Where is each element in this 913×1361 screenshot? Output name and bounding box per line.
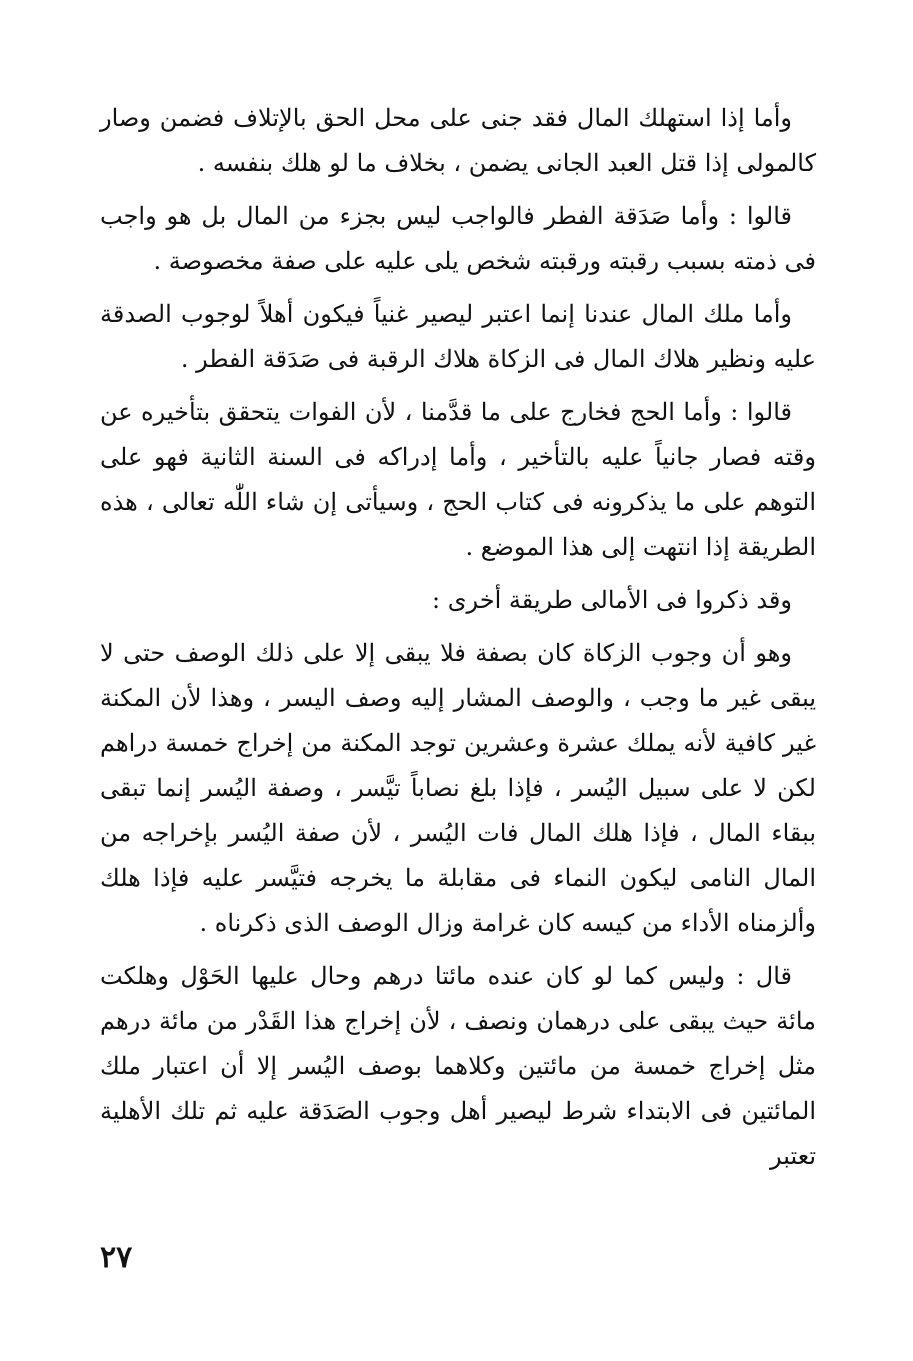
page-number: ٢٧ <box>100 1240 133 1275</box>
paragraph: وهو أن وجوب الزكاة كان بصفة فلا يبقى إلا على ذلك الوصف حتى لا يبقى غير ما وجب ، والوصف المشار إليه وصف اليسر ، وهذا لأن المكنة غير كافية لأنه يملك عشرة وعشرين توجد المكنة من إخراج خمسة دراهم لكن لا على سبيل اليُسر ، فإذا بلغ نصاباً تيَّسر ، وصفة اليُسر إنما تبقى ببقاء المال ، فإذا هلك المال فات اليُسر ، لأن صفة اليُسر بإخراجه من المال النامى ليكون النماء فى مقابلة ما يخرجه فتيَّسر عليه فإذا هلك وألزمناه الأداء من كيسه كان غرامة وزال الوصف الذى ذكرناه . <box>100 639 817 937</box>
paragraph: قال : وليس كما لو كان عنده مائتا درهم وحال عليها الحَوْل وهلكت مائة حيث يبقى على درهمان ونصف ، لأن إخراج هذا القَدْر من مائة درهم مثل إخراج خمسة من مائتين وكلاهما بوصف اليُسر إلا أن اعتبار ملك المائتين فى الابتداء شرط ليصير أهل وجوب الصَدَقة عليه ثم تلك الأهلية تعتبر <box>100 962 817 1170</box>
paragraph: قالوا : وأما الحج فخارج على ما قدَّمنا ، لأن الفوات يتحقق بتأخيره عن وقته فصار جانياً عليه بالتأخير ، وأما إدراكه فى السنة الثانية فهو على التوهم على ما يذكرونه فى كتاب الحج ، وسيأتى إن شاء اللّٰه تعالى ، هذه الطريقة إذا انتهت إلى هذا الموضع . <box>100 398 816 561</box>
paragraph: وأما إذا استهلك المال فقد جنى على محل الحق بالإتلاف فضمن وصار كالمولى إذا قتل العبد الجانى يضمن ، بخلاف ما لو هلك بنفسه . <box>100 104 816 177</box>
body-text <box>100 96 816 1187</box>
paragraph: وقد ذكروا فى الأمالى طريقة أخرى : <box>431 586 792 614</box>
paragraph: قالوا : وأما صَدَقة الفطر فالواجب ليس بجزء من المال بل هو واجب فى ذمته بسبب رقبته ورقبته شخص يلى عليه على صفة مخصوصة . <box>100 202 816 275</box>
paragraph: وأما ملك المال عندنا إنما اعتبر ليصير غنياً فيكون أهلاً لوجوب الصدقة عليه ونظير هلاك المال فى الزكاة هلاك الرقبة فى صَدَقة الفطر . <box>100 300 816 373</box>
